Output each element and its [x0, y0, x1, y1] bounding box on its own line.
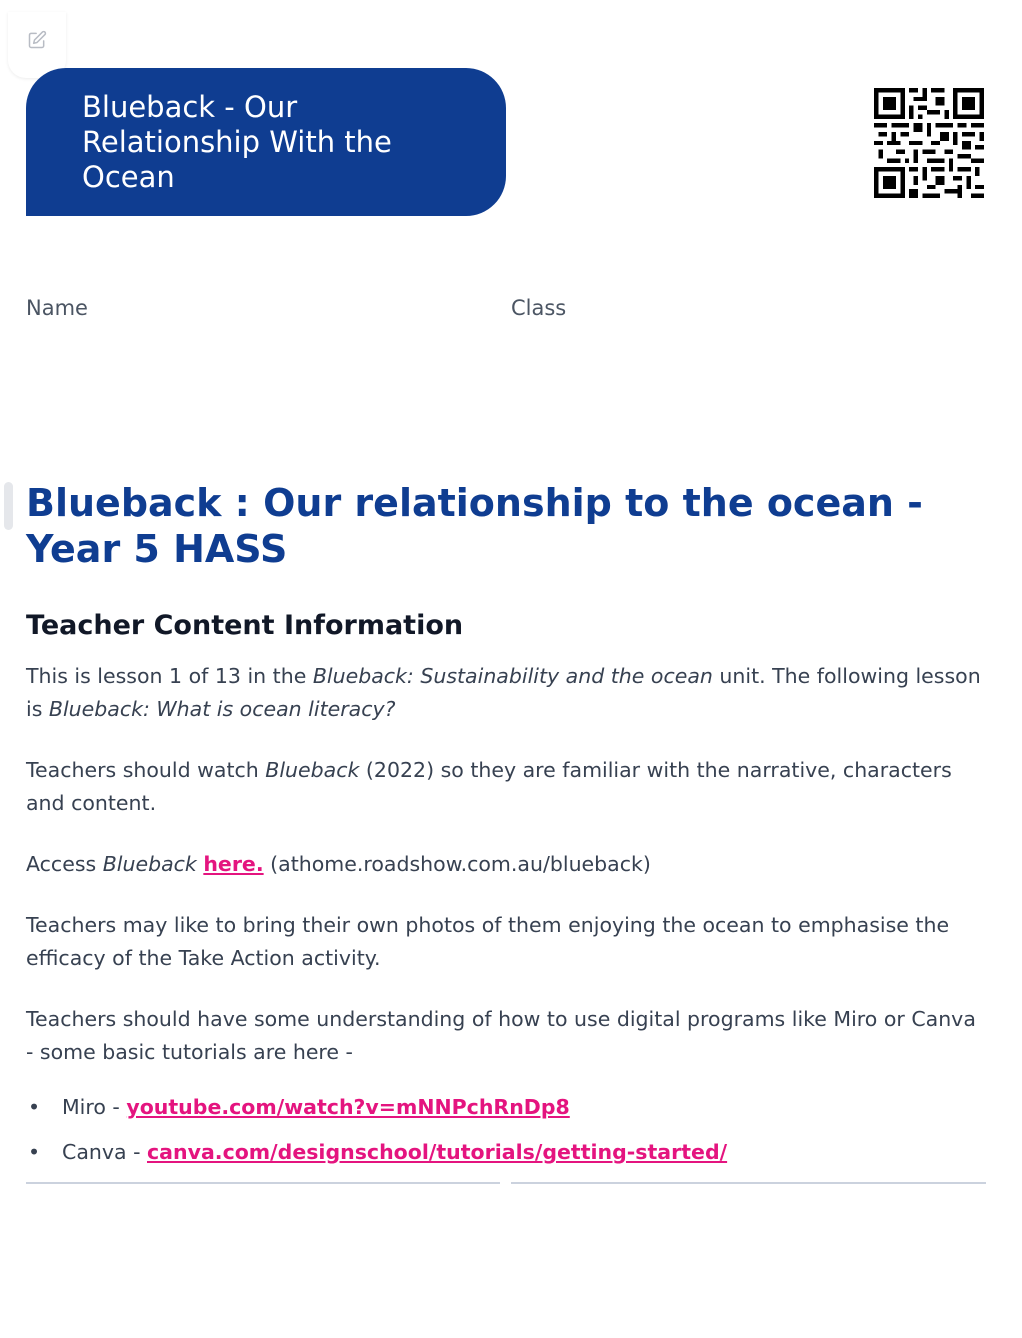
access-film-paragraph: Access Blueback here. (athome.roadshow.com.au/blueback): [26, 852, 651, 876]
teacher-content-heading: Teacher Content Information: [26, 610, 464, 641]
qr-code-icon: [873, 88, 985, 198]
access-here-link[interactable]: here.: [203, 852, 264, 876]
section-drag-handle[interactable]: [4, 482, 13, 530]
digital-programs-paragraph: Teachers should have some understanding of how to use digital programs like Miro or Canva - some basic tutorials are here -: [26, 1007, 976, 1064]
title-banner: [26, 68, 506, 216]
watch-film-paragraph: Teachers should watch Blueback (2022) so they are familiar with the narrative, characters and content.: [26, 758, 952, 815]
canva-tutorial-link[interactable]: canva.com/designschool/tutorials/getting-started/: [147, 1140, 728, 1164]
miro-tutorial-link[interactable]: youtube.com/watch?v=mNNPchRnDp8: [126, 1095, 570, 1119]
list-item-miro: • Miro - youtube.com/watch?v=mNNPchRnDp8: [26, 1085, 986, 1130]
pencil-square-icon: [27, 30, 47, 50]
worksheet-title: Blueback - Our Relationship With the Ocean: [82, 90, 392, 194]
lesson-intro-paragraph: This is lesson 1 of 13 in the Blueback: Sustainability and the ocean unit. The following lesson is Blueback: What is ocean literacy?: [26, 664, 981, 721]
photos-paragraph: Teachers may like to bring their own photos of them enjoying the ocean to emphasise the efficacy of the Take Action activity.: [26, 913, 950, 970]
name-underline: [26, 1182, 500, 1184]
lesson-heading: Blueback : Our relationship to the ocean - Year 5 HASS: [26, 481, 923, 571]
teacher-content-body: [26, 660, 986, 1175]
name-label: Name: [26, 296, 88, 320]
tutorial-list: [26, 1085, 986, 1175]
class-underline: [511, 1182, 986, 1184]
class-label: Class: [511, 296, 567, 320]
list-item-canva: • Canva - canva.com/designschool/tutorials/getting-started/: [26, 1130, 986, 1175]
